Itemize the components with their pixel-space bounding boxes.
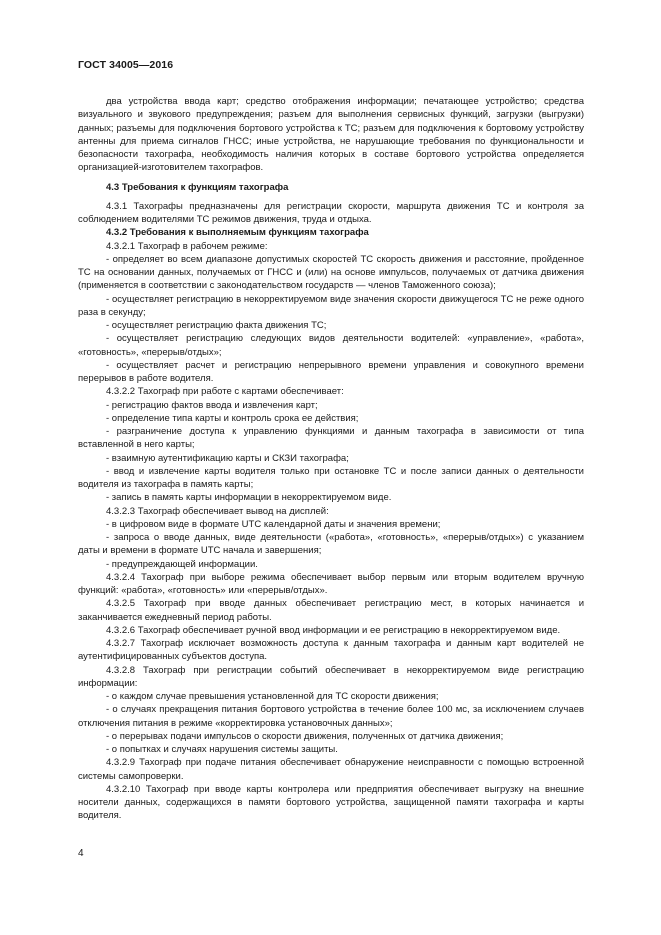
paragraph: 4.3.2.6 Тахограф обеспечивает ручной ввод информации и ее регистрацию в некорректируемом виде. [106,624,561,636]
page-number: 4 [78,848,84,859]
paragraph: 4.3.2.4 Тахограф при выборе режима обеспечивает выбор первым или вторым водителем вручную функций: «работа», «готовность» или «перерыв/отдых». [78,571,584,596]
document-header: ГОСТ 34005—2016 [78,59,174,71]
list-item: - о попытках и случаях нарушения системы защиты. [106,744,338,755]
list-item: - ввод и извлечение карты водителя только при остановке ТС и после записи данных о деятельности водителя из тахографа в память карты; [78,465,584,490]
list-item: - о каждом случае превышения установленной для ТС скорости движения; [106,691,439,702]
paragraph: 4.3.2.3 Тахограф обеспечивает вывод на дисплей: [106,505,329,517]
list-item: - о случаях прекращения питания бортового устройства в течение более 100 мс, за исключением случаев отключения питания в режиме «корректировка установочных данных»; [78,704,584,729]
paragraph: 4.3.2.8 Тахограф при регистрации событий обеспечивает в некорректируемом виде регистрацию информации: [78,664,584,689]
list-item: - в цифровом виде в формате UTC календарной даты и значения времени; [106,518,441,530]
list-item: - определение типа карты и контроль срока ее действия; [106,412,359,424]
list-item: - определяет во всем диапазоне допустимых скоростей ТС скорость движения и расстояние, пройденное ТС на основании данных, получаемых от ГНСС и (или) на основе импульсов, получаемых от датчика движения (применяется в соответствии с законодательством государств — членов Таможенного союза); [78,253,584,292]
subsection-heading: 4.3.2 Требования к выполняемым функциям тахографа [106,227,369,239]
paragraph: 4.3.2.7 Тахограф исключает возможность доступа к данным тахографа и данным карт водителей не аутентифицированных субъектов доступа. [78,638,584,663]
paragraph: 4.3.2.10 Тахограф при вводе карты контролера или предприятия обеспечивает выгрузку на внешние носители данных, содержащихся в памяти бортового устройства, защищенной памяти тахографа и карты водителя. [78,783,584,822]
list-item: - запроса о вводе данных, виде деятельности («работа», «готовность», «перерыв/отдых») с указанием даты и времени в формате UTC начала и завершения; [78,532,584,557]
list-item: - осуществляет регистрацию следующих видов деятельности водителей: «управление», «работа», «готовность», «перерыв/отдых»; [78,333,584,358]
list-item: - запись в память карты информации в некорректируемом виде. [106,492,392,504]
list-item: - предупреждающей информации. [106,558,258,570]
list-item: - взаимную аутентификацию карты и СКЗИ тахографа; [106,452,349,464]
list-item: - разграничение доступа к управлению функциями и данным тахографа в зависимости от типа вставленной в него карты; [78,426,584,451]
list-item: - осуществляет регистрацию факта движения ТС; [106,320,327,331]
list-item: - осуществляет регистрацию в некорректируемом виде значения скорости движущегося ТС не реже одного раза в секунду; [78,293,584,318]
list-item: - о перерывах подачи импульсов о скорости движения, полученных от датчика движения; [106,730,504,742]
paragraph: 4.3.1 Тахографы предназначены для регистрации скорости, маршрута движения ТС и контроля за соблюдением водителями ТС режимов движения, труда и отдыха. [78,200,584,225]
document-body [78,95,584,823]
list-item: - регистрацию фактов ввода и извлечения карт; [106,399,318,411]
list-item: - осуществляет расчет и регистрацию непрерывного времени управления и совокупного времени перерывов в работе водителя. [78,359,584,384]
section-heading: 4.3 Требования к функциям тахографа [106,181,289,193]
paragraph: 4.3.2.9 Тахограф при подаче питания обеспечивает обнаружение неисправности с помощью встроенной системы самопроверки. [78,757,584,782]
paragraph: 4.3.2.1 Тахограф в рабочем режиме: [106,240,268,252]
paragraph: 4.3.2.5 Тахограф при вводе данных обеспечивает регистрацию мест, в которых начинается и заканчивается ежедневный период работы. [78,598,584,623]
paragraph: 4.3.2.2 Тахограф при работе с картами обеспечивает: [106,386,344,398]
paragraph: два устройства ввода карт; средство отображения информации; печатающее устройство; средства визуального и звукового предупреждения; разъем для выполнения сервисных функций, загрузки (выгрузки) данных; разъемы для подключения бортового устройства к ТС; разъем для подключения к бортовому устройству антенны для приема сигналов ГНСС; иные устройства, не нарушающие требования по функциональности и безопасности тахографа, необходимость наличия которых в составе бортового устройства определяется организацией-изготовителем тахографов. [78,96,584,174]
